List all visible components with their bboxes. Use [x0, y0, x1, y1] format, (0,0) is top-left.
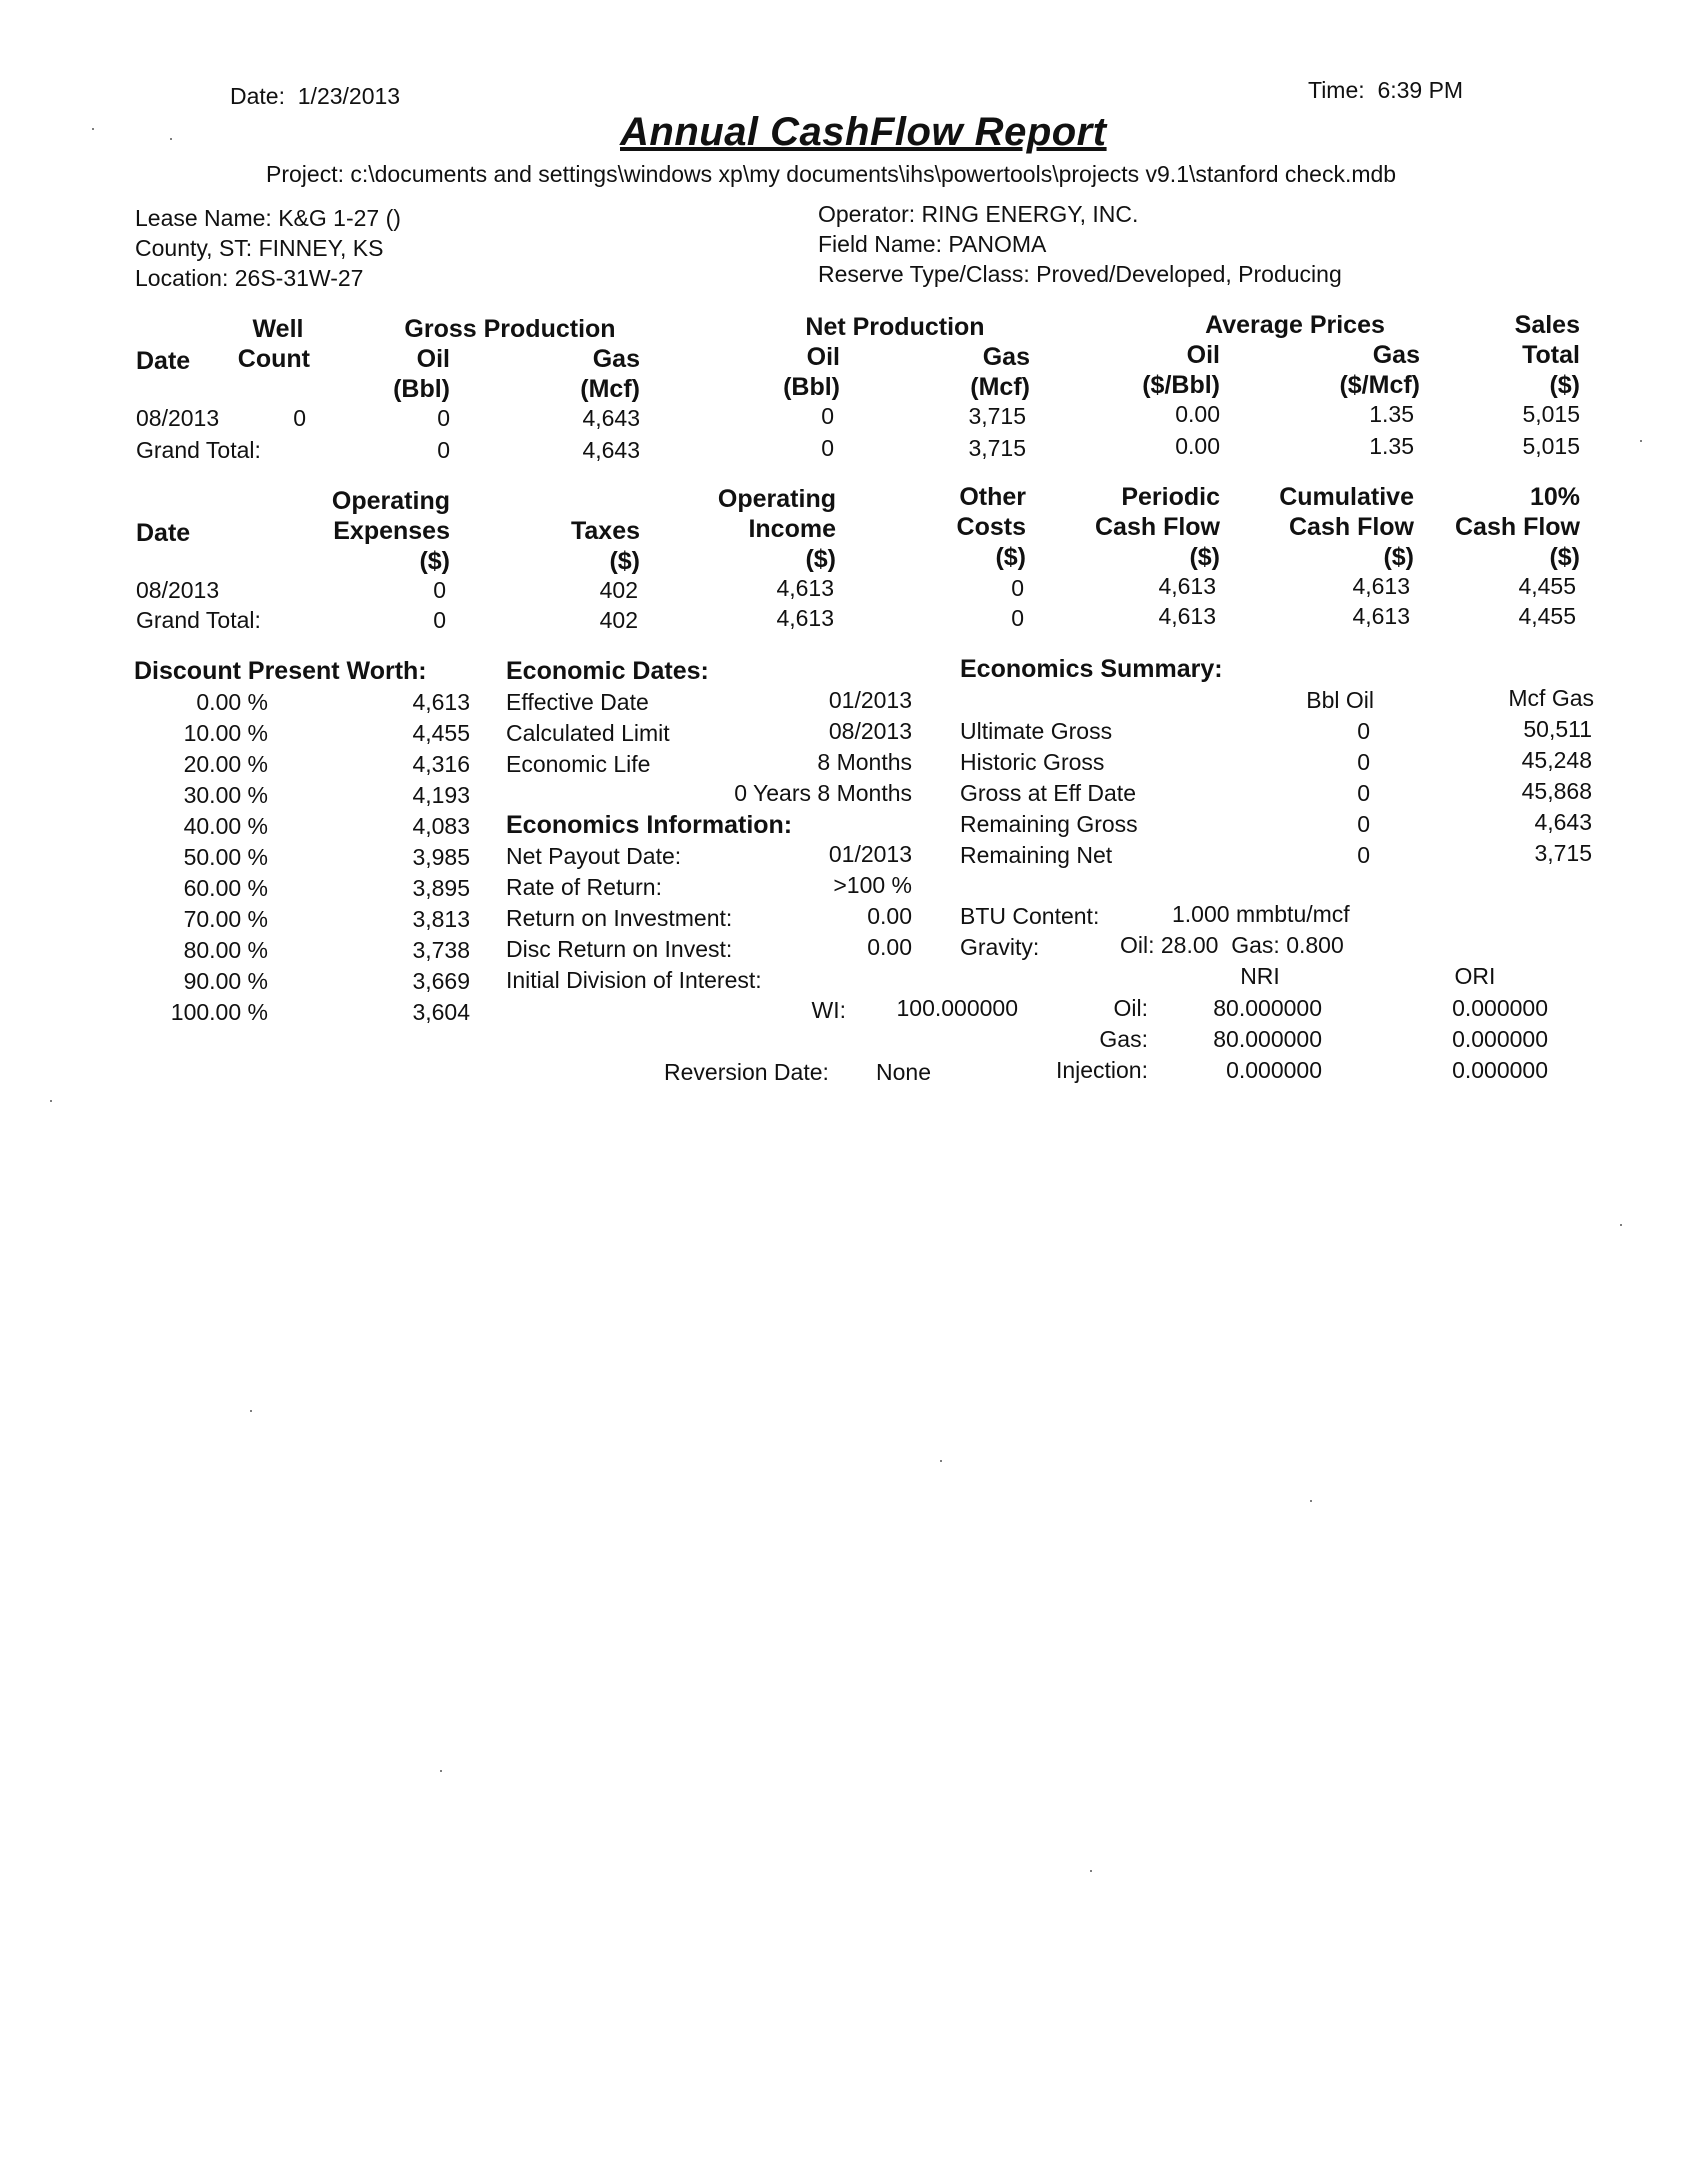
summary-label: Historic Gross	[960, 749, 1105, 775]
col-mcf-gas: Mcf Gas	[1508, 685, 1594, 711]
table-cell: 4,613	[776, 605, 834, 631]
field-name: Field Name: PANOMA	[818, 231, 1047, 257]
table-row-date: 08/2013	[136, 405, 220, 431]
reversion-date-label: Reversion Date:	[664, 1059, 829, 1085]
scan-speck	[170, 138, 172, 140]
col-date: Date	[136, 519, 191, 547]
table-cell: 4,613	[1352, 573, 1410, 599]
unit-avg-oil: ($/Bbl)	[1142, 371, 1220, 399]
dpw-value: 4,613	[412, 689, 470, 715]
scan-speck	[50, 1100, 52, 1102]
unit-sales-total: ($)	[1549, 371, 1580, 399]
gravity: Oil: 28.00 Gas: 0.800	[1120, 932, 1344, 958]
table-cell: 0	[433, 607, 446, 633]
rate-of-return: >100 %	[833, 872, 912, 898]
col-net-gas: Gas	[982, 343, 1030, 371]
economic-life-label: Economic Life	[506, 751, 651, 777]
unit-avg-gas: ($/Mcf)	[1339, 371, 1420, 399]
col-gross-oil: Oil	[416, 345, 450, 373]
col-other-costs: Other	[959, 483, 1026, 511]
dpw-value: 4,193	[412, 782, 470, 808]
report-date: Date: 1/23/2013	[230, 83, 401, 109]
econ-summary-title: Economics Summary:	[960, 655, 1223, 683]
gas-nri: 80.000000	[1213, 1026, 1322, 1052]
dpw-value: 4,455	[412, 720, 470, 746]
col-ori: ORI	[1454, 963, 1496, 989]
col-nri: NRI	[1240, 963, 1280, 989]
summary-oil: 0	[1357, 718, 1370, 744]
economic-life: 8 Months	[817, 749, 912, 775]
table-cell: 0	[437, 405, 450, 431]
summary-label: Gross at Eff Date	[960, 780, 1136, 806]
table-cell: 4,455	[1518, 573, 1576, 599]
dpw-value: 4,316	[412, 751, 470, 777]
col-group-avg: Average Prices	[1205, 311, 1385, 339]
scan-speck	[250, 1410, 252, 1412]
injection-ori: 0.000000	[1452, 1057, 1548, 1083]
dpw-rate: 10.00 %	[183, 720, 268, 746]
grand-total-label: Grand Total:	[136, 437, 261, 463]
col-group-gross: Gross Production	[404, 315, 616, 343]
summary-gas: 4,643	[1534, 809, 1592, 835]
scan-speck	[92, 128, 94, 130]
col-group-well: Well	[252, 315, 304, 343]
summary-oil: 0	[1357, 749, 1370, 775]
econ-info-title: Economics Information:	[506, 811, 793, 839]
col-bbl-oil: Bbl Oil	[1306, 687, 1374, 713]
table-cell: 4,643	[582, 405, 640, 431]
table-cell: 402	[599, 577, 638, 603]
unit-gross-gas: (Mcf)	[580, 375, 640, 403]
dpw-value: 3,604	[412, 999, 470, 1025]
col-sales-total: Total	[1522, 341, 1580, 369]
unit-gross-oil: (Bbl)	[393, 375, 450, 403]
table-cell: 5,015	[1522, 433, 1580, 459]
table-cell: 4,613	[776, 575, 834, 601]
table-cell: 0.00	[1175, 401, 1220, 427]
col-periodic-cash-flow: Periodic	[1121, 483, 1220, 511]
table-cell: 0	[433, 577, 446, 603]
col-date: Date	[136, 347, 191, 375]
dpw-rate: 100.00 %	[170, 999, 268, 1025]
col-cumulative-cash-flow: Cash Flow	[1288, 513, 1414, 541]
injection-label: Injection:	[1055, 1057, 1148, 1083]
col-group-net: Net Production	[805, 313, 985, 341]
oil-nri: 80.000000	[1213, 995, 1322, 1021]
scan-speck	[1310, 1500, 1312, 1502]
scan-speck	[1620, 1224, 1622, 1226]
dpw-value: 3,895	[412, 875, 470, 901]
table-row-date: 08/2013	[136, 577, 220, 603]
gas-ori: 0.000000	[1452, 1026, 1548, 1052]
scan-speck	[1640, 440, 1642, 442]
col-avg-gas: Gas	[1372, 341, 1420, 369]
unit-cumulative-cash-flow: ($)	[1383, 543, 1414, 571]
summary-oil: 0	[1357, 780, 1370, 806]
table-cell: 1.35	[1369, 401, 1414, 427]
unit-net-oil: (Bbl)	[783, 373, 840, 401]
disc-roi: 0.00	[867, 934, 912, 960]
col-10pct-cash-flow: 10%	[1529, 483, 1580, 511]
gravity-label: Gravity:	[960, 934, 1040, 960]
reserve-class: Reserve Type/Class: Proved/Developed, Producing	[818, 261, 1342, 287]
oil-label: Oil:	[1113, 995, 1148, 1021]
lease-name: Lease Name: K&G 1-27 ()	[135, 205, 401, 231]
operator: Operator: RING ENERGY, INC.	[818, 201, 1139, 227]
rate-of-return-label: Rate of Return:	[506, 874, 662, 900]
table-cell: 0	[1011, 575, 1024, 601]
btu-content-label: BTU Content:	[960, 903, 1100, 929]
scan-speck	[940, 1460, 942, 1462]
scan-speck	[1090, 1870, 1092, 1872]
table-cell: 5,015	[1522, 401, 1580, 427]
dpw-rate: 80.00 %	[183, 937, 268, 963]
dpw-title: Discount Present Worth:	[134, 657, 427, 685]
unit-net-gas: (Mcf)	[970, 373, 1030, 401]
table-cell: 1.35	[1369, 433, 1414, 459]
summary-gas: 50,511	[1523, 716, 1592, 742]
dpw-rate: 60.00 %	[183, 875, 268, 901]
effective-date: 01/2013	[828, 687, 912, 713]
table-cell: 3,715	[968, 403, 1026, 429]
col-group-sales: Sales	[1514, 311, 1580, 339]
table-cell: 0	[821, 403, 834, 429]
table-cell: 4,613	[1352, 603, 1410, 629]
dpw-value: 3,985	[412, 844, 470, 870]
scan-speck	[440, 1770, 442, 1772]
summary-gas: 45,248	[1521, 747, 1592, 773]
dpw-value: 3,738	[412, 937, 470, 963]
disc-roi-label: Disc Return on Invest:	[506, 936, 733, 962]
wi-label: WI:	[811, 997, 846, 1023]
unit-10pct-cash-flow: ($)	[1549, 543, 1580, 571]
division-of-interest-label: Initial Division of Interest:	[506, 967, 762, 993]
col-gross-gas: Gas	[592, 345, 640, 373]
dpw-rate: 50.00 %	[183, 844, 268, 870]
calculated-limit-label: Calculated Limit	[506, 720, 670, 746]
econ-dates-title: Economic Dates:	[506, 657, 709, 685]
table-cell: 0	[1011, 605, 1024, 631]
table-cell: 3,715	[968, 435, 1026, 461]
col-avg-oil: Oil	[1186, 341, 1220, 369]
dpw-rate: 40.00 %	[183, 813, 268, 839]
table-cell: 0	[293, 405, 306, 431]
dpw-rate: 30.00 %	[183, 782, 268, 808]
col-operating-income: Income	[748, 515, 836, 543]
reversion-date: None	[876, 1059, 931, 1085]
col-opex: Expenses	[333, 517, 450, 545]
summary-label: Remaining Gross	[960, 811, 1138, 837]
col-opex: Operating	[331, 487, 450, 515]
table-cell: 4,613	[1158, 573, 1216, 599]
unit-operating-income: ($)	[805, 545, 836, 573]
economic-life-long: 0 Years 8 Months	[734, 780, 912, 806]
calculated-limit: 08/2013	[828, 718, 912, 744]
injection-nri: 0.000000	[1226, 1057, 1322, 1083]
table-cell: 0.00	[1175, 433, 1220, 459]
dpw-rate: 90.00 %	[183, 968, 268, 994]
dpw-value: 4,083	[412, 813, 470, 839]
col-periodic-cash-flow: Cash Flow	[1094, 513, 1220, 541]
summary-oil: 0	[1357, 811, 1370, 837]
page-title: Annual CashFlow Report	[620, 110, 1107, 154]
table-cell: 4,455	[1518, 603, 1576, 629]
summary-label: Ultimate Gross	[960, 718, 1113, 744]
col-taxes: Taxes	[570, 517, 640, 545]
net-payout-label: Net Payout Date:	[506, 843, 682, 869]
roi: 0.00	[867, 903, 912, 929]
btu-content: 1.000 mmbtu/mcf	[1172, 901, 1350, 927]
net-payout-date: 01/2013	[828, 841, 912, 867]
col-count: Count	[237, 345, 310, 373]
county-state: County, ST: FINNEY, KS	[135, 235, 384, 261]
table-cell: 4,643	[582, 437, 640, 463]
dpw-value: 3,669	[412, 968, 470, 994]
col-10pct-cash-flow: Cash Flow	[1454, 513, 1580, 541]
oil-ori: 0.000000	[1452, 995, 1548, 1021]
table-cell: 0	[821, 435, 834, 461]
summary-oil: 0	[1357, 842, 1370, 868]
dpw-rate: 20.00 %	[183, 751, 268, 777]
unit-other-costs: ($)	[995, 543, 1026, 571]
col-cumulative-cash-flow: Cumulative	[1279, 483, 1414, 511]
unit-periodic-cash-flow: ($)	[1189, 543, 1220, 571]
grand-total-label: Grand Total:	[136, 607, 261, 633]
report-time: Time: 6:39 PM	[1308, 77, 1464, 103]
unit-taxes: ($)	[609, 547, 640, 575]
unit-opex: ($)	[419, 547, 450, 575]
roi-label: Return on Investment:	[506, 905, 733, 931]
summary-label: Remaining Net	[960, 842, 1113, 868]
dpw-rate: 70.00 %	[183, 906, 268, 932]
table-cell: 402	[599, 607, 638, 633]
summary-gas: 3,715	[1534, 840, 1592, 866]
effective-date-label: Effective Date	[506, 689, 649, 715]
col-other-costs: Costs	[956, 513, 1026, 541]
table-cell: 0	[437, 437, 450, 463]
table-cell: 4,613	[1158, 603, 1216, 629]
project-path: Project: c:\documents and settings\windows xp\my documents\ihs\powertools\projects v9.1\stanford check.mdb	[266, 161, 1397, 187]
gas-label: Gas:	[1099, 1026, 1148, 1052]
col-operating-income: Operating	[717, 485, 836, 513]
summary-gas: 45,868	[1521, 778, 1592, 804]
wi-value: 100.000000	[896, 995, 1018, 1021]
dpw-value: 3,813	[412, 906, 470, 932]
location: Location: 26S-31W-27	[135, 265, 364, 291]
col-net-oil: Oil	[806, 343, 840, 371]
dpw-rate: 0.00 %	[196, 689, 268, 715]
